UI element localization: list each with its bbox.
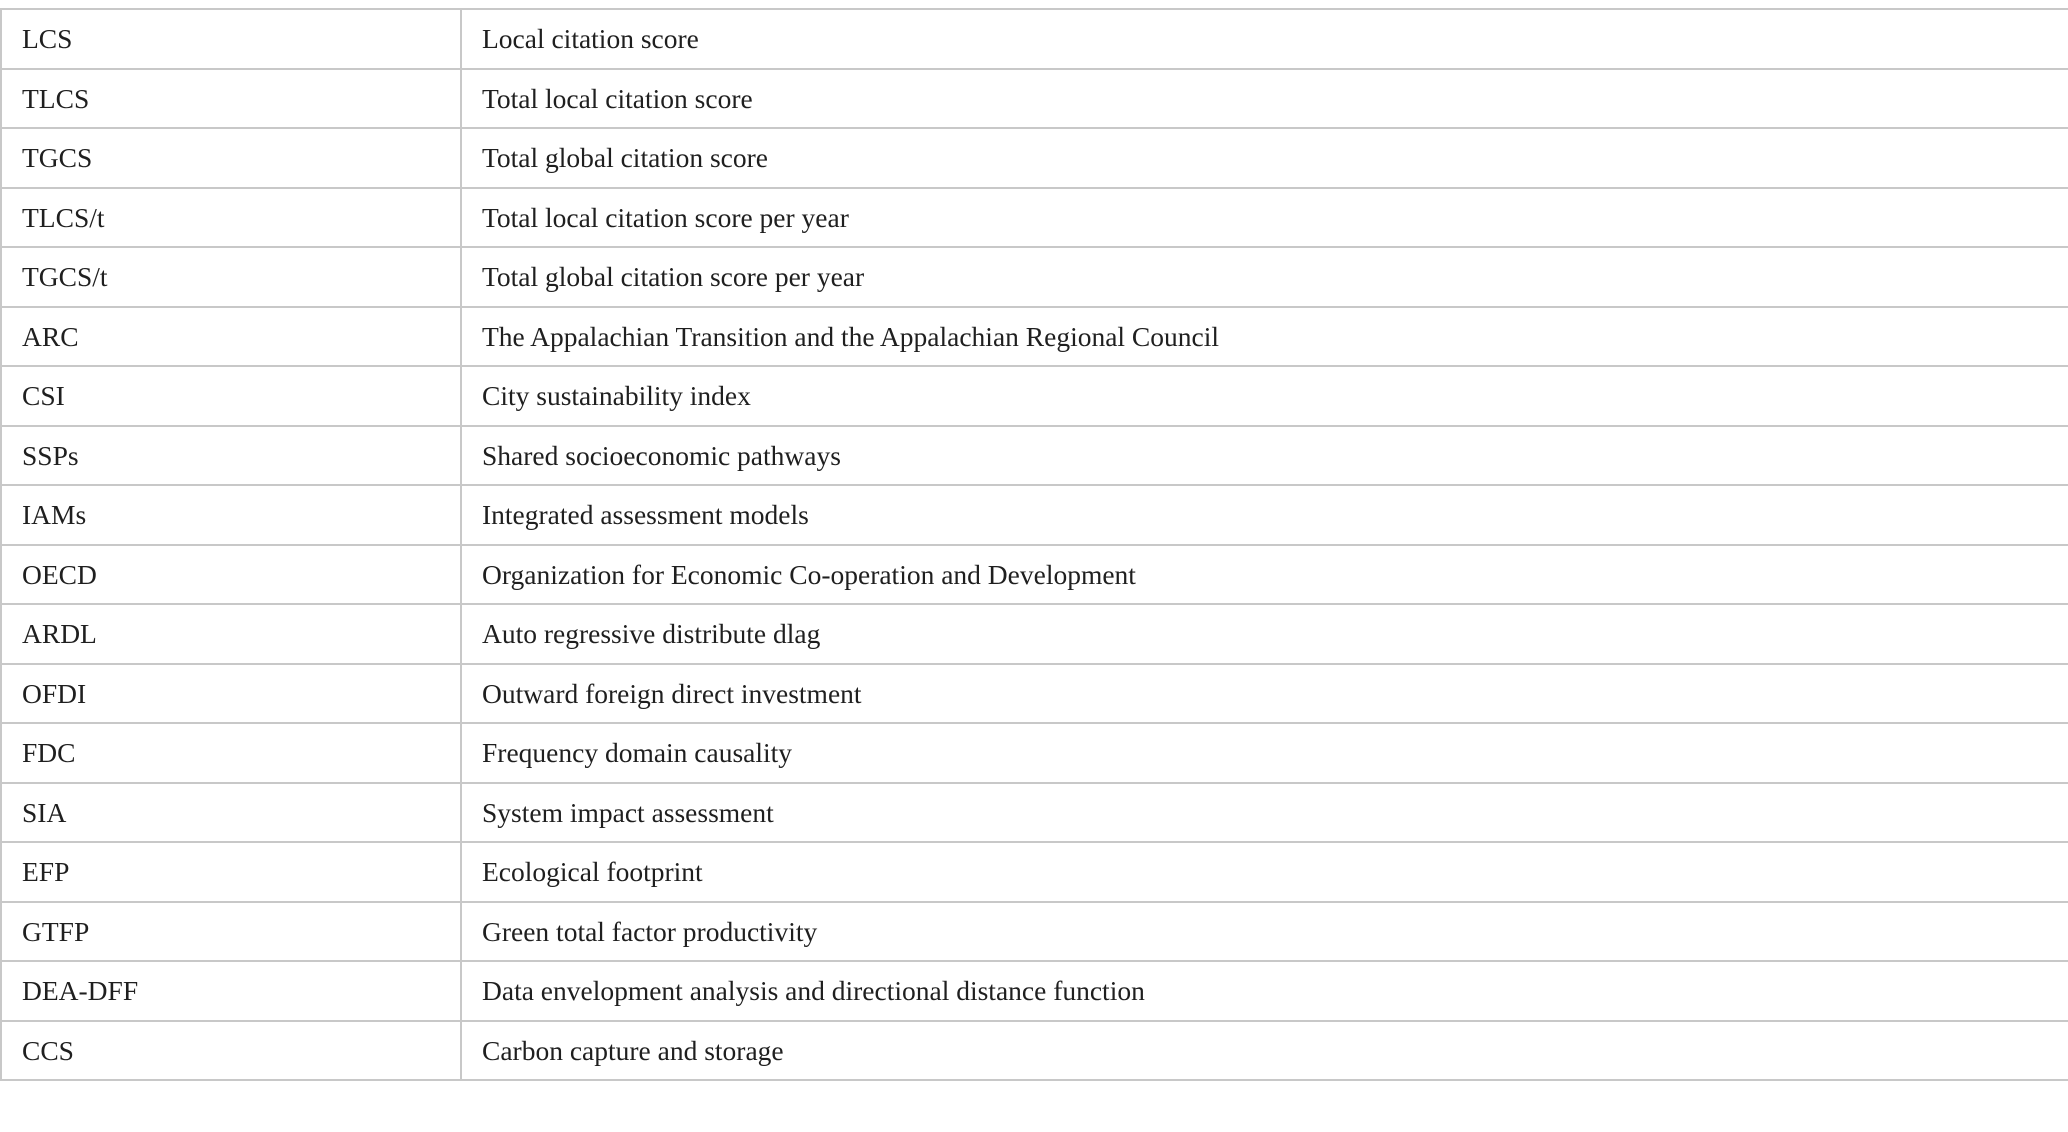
abbreviation-cell: LCS: [1, 9, 461, 69]
abbreviation-cell: SIA: [1, 783, 461, 843]
abbreviations-table-container: [0, 8, 2068, 1081]
abbreviation-cell: ARC: [1, 307, 461, 367]
abbreviations-table: [0, 8, 2068, 1081]
definition-cell: Total local citation score: [461, 69, 2068, 129]
definition-cell: Auto regressive distribute dlag: [461, 604, 2068, 664]
definition-cell: The Appalachian Transition and the Appalachian Regional Council: [461, 307, 2068, 367]
definition-cell: Carbon capture and storage: [461, 1021, 2068, 1081]
table-row: [1, 902, 2068, 962]
table-row: [1, 426, 2068, 486]
abbreviation-cell: CSI: [1, 366, 461, 426]
table-row: [1, 783, 2068, 843]
definition-cell: Total global citation score: [461, 128, 2068, 188]
definition-cell: Green total factor productivity: [461, 902, 2068, 962]
abbreviation-cell: TLCS/t: [1, 188, 461, 248]
definition-cell: City sustainability index: [461, 366, 2068, 426]
table-row: [1, 842, 2068, 902]
abbreviation-cell: TGCS/t: [1, 247, 461, 307]
abbreviation-cell: CCS: [1, 1021, 461, 1081]
abbreviation-cell: IAMs: [1, 485, 461, 545]
definition-cell: Shared socioeconomic pathways: [461, 426, 2068, 486]
definition-cell: Integrated assessment models: [461, 485, 2068, 545]
abbreviations-table-body: [1, 9, 2068, 1080]
abbreviation-cell: TLCS: [1, 69, 461, 129]
abbreviation-cell: EFP: [1, 842, 461, 902]
table-row: [1, 307, 2068, 367]
definition-cell: Organization for Economic Co-operation and Development: [461, 545, 2068, 605]
definition-cell: Total local citation score per year: [461, 188, 2068, 248]
table-row: [1, 128, 2068, 188]
table-row: [1, 961, 2068, 1021]
table-row: [1, 485, 2068, 545]
definition-cell: Local citation score: [461, 9, 2068, 69]
abbreviation-cell: GTFP: [1, 902, 461, 962]
definition-cell: System impact assessment: [461, 783, 2068, 843]
abbreviation-cell: OFDI: [1, 664, 461, 724]
definition-cell: Data envelopment analysis and directional distance function: [461, 961, 2068, 1021]
table-row: [1, 9, 2068, 69]
table-row: [1, 247, 2068, 307]
abbreviation-cell: DEA-DFF: [1, 961, 461, 1021]
abbreviation-cell: OECD: [1, 545, 461, 605]
table-row: [1, 366, 2068, 426]
table-row: [1, 723, 2068, 783]
table-row: [1, 664, 2068, 724]
table-row: [1, 188, 2068, 248]
definition-cell: Outward foreign direct investment: [461, 664, 2068, 724]
table-row: [1, 1021, 2068, 1081]
abbreviation-cell: SSPs: [1, 426, 461, 486]
definition-cell: Total global citation score per year: [461, 247, 2068, 307]
abbreviation-cell: FDC: [1, 723, 461, 783]
table-row: [1, 604, 2068, 664]
abbreviation-cell: ARDL: [1, 604, 461, 664]
abbreviation-cell: TGCS: [1, 128, 461, 188]
definition-cell: Ecological footprint: [461, 842, 2068, 902]
definition-cell: Frequency domain causality: [461, 723, 2068, 783]
table-row: [1, 69, 2068, 129]
table-row: [1, 545, 2068, 605]
